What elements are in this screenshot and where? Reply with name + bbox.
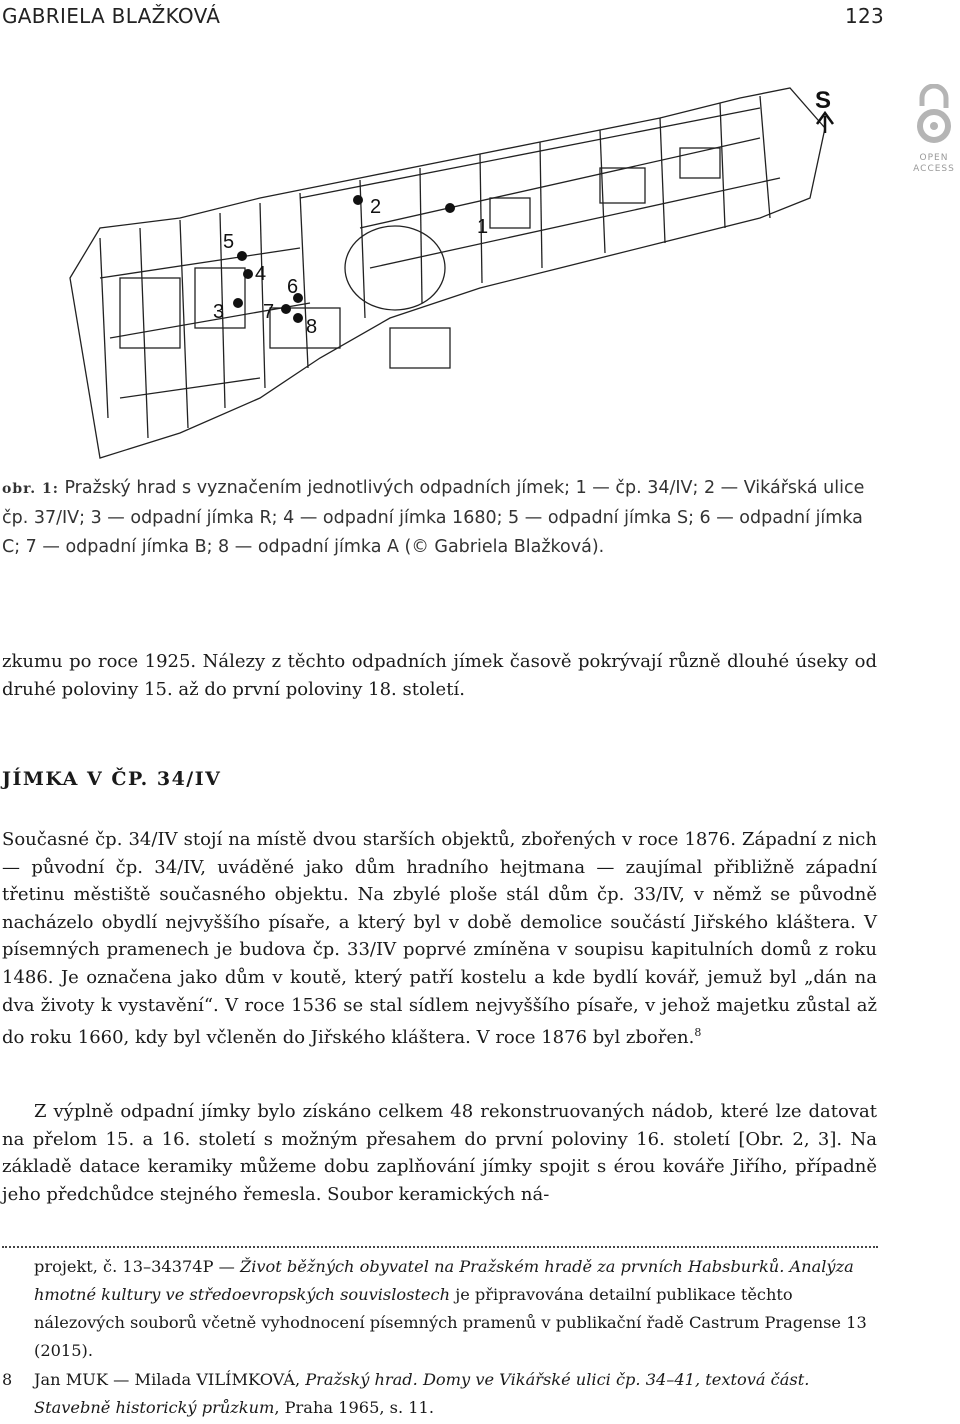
footnote-8-part1: Jan MUK — Milada VILÍMKOVÁ, bbox=[34, 1370, 306, 1389]
marker-label-1: 1 bbox=[477, 216, 489, 238]
footnote-continued-part1: projekt, č. 13–34374P — bbox=[34, 1257, 240, 1276]
caption-prefix: obr. 1: bbox=[2, 481, 59, 497]
marker-dot-3 bbox=[233, 298, 243, 308]
marker-label-5: 5 bbox=[223, 231, 235, 253]
marker-label-7: 7 bbox=[263, 301, 275, 323]
marker-label-6: 6 bbox=[287, 276, 299, 298]
footnote-continued bbox=[34, 1253, 884, 1365]
footnote-divider bbox=[2, 1246, 878, 1248]
marker-dot-1 bbox=[445, 203, 455, 213]
page-number: 123 bbox=[845, 4, 885, 28]
paragraph-1 bbox=[2, 826, 877, 1052]
intro-paragraph: zkumu po roce 1925. Nálezy z těchto odpadních jímek časově pokrývají různě dlouhé úseky od druhé poloviny 15. až do první poloviny 18. století. bbox=[2, 651, 877, 700]
marker-dot-8 bbox=[293, 313, 303, 323]
footnote-8-part2: , Praha 1965, s. 11. bbox=[274, 1398, 434, 1417]
marker-dot-2 bbox=[353, 195, 363, 205]
north-arrow-icon bbox=[817, 113, 833, 133]
castle-plan-map bbox=[60, 78, 850, 478]
marker-dot-7 bbox=[281, 304, 291, 314]
section-heading: JÍMKA V ČP. 34/IV bbox=[2, 768, 222, 790]
footnote-continued-italic: Život běžných obyvatel na Pražském hradě za prvních Habsburků. Analýza hmotné kultury ve středoevropských souvislostech bbox=[34, 1257, 854, 1304]
marker-dot-5 bbox=[237, 251, 247, 261]
north-label: S bbox=[815, 87, 832, 114]
paragraph-1-text: Současné čp. 34/IV stojí na místě dvou starších objektů, zbořených v roce 1876. Západní z nich — původní čp. 34/IV, uváděné jako dům hradního hejtmana — zaujímal přibližně západní třetinu městiště současného objektu. Na zbylé ploše stál dům čp. 33/IV, v němž se původně nacházelo obydlí nejvyššího písaře, a který byl v době demolice součástí Jiřského kláštera. V písemných pramenech je budova čp. 33/IV poprvé zmíněna v soupisu kapitulních domů z roku 1486. Je označena jako dům v koutě, který patří kostelu a kde bydlí kovář, jemuž byl „dán na dva životy k vystavění“. V roce 1536 se stal sídlem nejvyššího písaře, v jehož majetku zůstal až do roku 1660, kdy byl včleněn do Jiřského kláštera. V roce 1876 byl zbořen. bbox=[2, 829, 877, 1049]
caption-text: Pražský hrad s vyznačením jednotlivých odpadních jímek; 1 — čp. 34/IV; 2 — Vikářská ulice čp. 37/IV; 3 — odpadní jímka R; 4 — odpadní jímka 1680; 5 — odpadní jímka S; 6 — odpadní jímka C; 7 — odpadní jímka B; 8 — odpadní jímka A (© Gabriela Blažková). bbox=[2, 478, 865, 557]
marker-label-8: 8 bbox=[306, 316, 318, 338]
footnote-continued-part2: je připravována detailní publikace těchto nálezových souborů včetně vyhodnocení písemných pramenů v publikační řadě Castrum Pragense 13 (2015). bbox=[34, 1285, 867, 1360]
marker-dot-4 bbox=[243, 269, 253, 279]
footnote-8 bbox=[34, 1366, 884, 1422]
open-access-icon bbox=[912, 84, 956, 148]
footnote-8-number: 8 bbox=[2, 1370, 13, 1389]
figure-caption bbox=[2, 474, 877, 562]
open-access-label-2: ACCESS bbox=[913, 164, 955, 174]
running-header-author: GABRIELA BLAŽKOVÁ bbox=[2, 4, 221, 28]
footnote-ref-8[interactable]: 8 bbox=[694, 1026, 702, 1040]
marker-label-4: 4 bbox=[255, 263, 267, 285]
footnote-8-italic: Pražský hrad. Domy ve Vikářské ulici čp. 34–41, textová část. Stavebně historický průzkum bbox=[34, 1370, 810, 1417]
open-access-badge bbox=[905, 84, 960, 175]
open-access-label-1: OPEN bbox=[919, 153, 949, 163]
marker-label-3: 3 bbox=[213, 301, 225, 323]
marker-label-2: 2 bbox=[370, 196, 382, 218]
paragraph-2: Z výplně odpadní jímky bylo získáno celkem 48 rekonstruovaných nádob, které lze datovat na přelom 15. a 16. století s možným přesahem do první poloviny 16. století [Obr. 2, 3]. Na základě datace keramiky můžeme dobu zaplňování jímky spojit s érou kováře Jiřího, případně jeho předchůdce stejného řemesla. Soubor keramických ná- bbox=[2, 1101, 877, 1205]
